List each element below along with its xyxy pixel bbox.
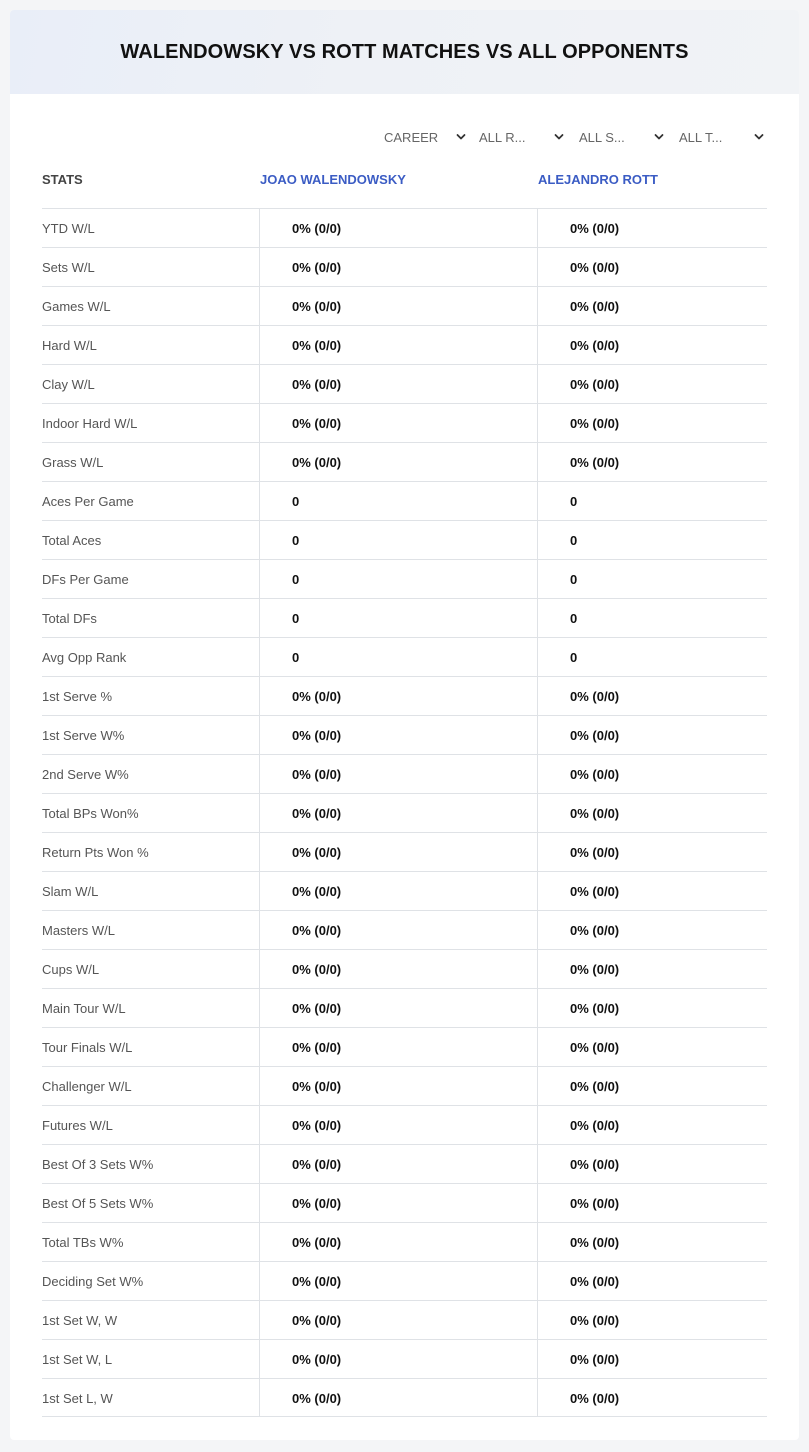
chevron-down-icon (754, 132, 764, 142)
surface-filter-label: ALL S... (579, 129, 625, 145)
table-row (42, 832, 767, 871)
stat-label: Hard W/L (42, 337, 97, 353)
stat-label: Avg Opp Rank (42, 649, 127, 665)
player1-value: 0 (259, 638, 537, 676)
player1-value: 0% (0/0) (259, 1184, 537, 1222)
table-row (42, 286, 767, 325)
player1-value: 0% (0/0) (259, 794, 537, 832)
player2-value: 0% (0/0) (537, 365, 767, 403)
player1-value: 0 (259, 560, 537, 598)
player1-value: 0% (0/0) (259, 1223, 537, 1261)
stat-label: 1st Set W, L (42, 1351, 113, 1367)
stat-label: 1st Set W, W (42, 1312, 118, 1328)
player1-value: 0% (0/0) (259, 833, 537, 871)
filter-bar (10, 126, 799, 148)
player1-value: 0% (0/0) (259, 1262, 537, 1300)
table-row (42, 871, 767, 910)
table-row (42, 1183, 767, 1222)
player1-value: 0 (259, 521, 537, 559)
stat-label: Return Pts Won % (42, 844, 149, 860)
player2-value: 0% (0/0) (537, 989, 767, 1027)
player1-value: 0% (0/0) (259, 1301, 537, 1339)
player2-value: 0% (0/0) (537, 1379, 767, 1417)
table-row (42, 1378, 767, 1417)
card-header (10, 10, 799, 94)
chevron-down-icon (456, 132, 466, 142)
chevron-down-icon (554, 132, 564, 142)
player1-value: 0% (0/0) (259, 1340, 537, 1378)
table-row (42, 1027, 767, 1066)
player1-value: 0% (0/0) (259, 950, 537, 988)
table-row (42, 1339, 767, 1378)
player2-value: 0% (0/0) (537, 1067, 767, 1105)
table-row (42, 1300, 767, 1339)
table-header (42, 168, 767, 208)
stat-label: Deciding Set W% (42, 1273, 144, 1289)
stat-label: Indoor Hard W/L (42, 415, 138, 431)
player2-value: 0% (0/0) (537, 950, 767, 988)
player2-value: 0% (0/0) (537, 1262, 767, 1300)
stat-label: Total DFs (42, 610, 97, 626)
table-row (42, 208, 767, 247)
stat-label: Cups W/L (42, 961, 100, 977)
player1-value: 0% (0/0) (259, 872, 537, 910)
player2-value: 0 (537, 482, 767, 520)
player1-value: 0% (0/0) (259, 1379, 537, 1417)
stat-label: 1st Set L, W (42, 1390, 113, 1406)
stat-label: 1st Serve % (42, 688, 113, 704)
player1-value: 0% (0/0) (259, 443, 537, 481)
table-row (42, 403, 767, 442)
table-row (42, 1066, 767, 1105)
player1-value: 0% (0/0) (259, 287, 537, 325)
table-row (42, 793, 767, 832)
player2-value: 0 (537, 638, 767, 676)
table-row (42, 481, 767, 520)
player2-value: 0% (0/0) (537, 911, 767, 949)
player2-value: 0% (0/0) (537, 716, 767, 754)
player1-value: 0% (0/0) (259, 209, 537, 247)
table-row (42, 715, 767, 754)
player2-value: 0% (0/0) (537, 677, 767, 715)
player2-value: 0% (0/0) (537, 794, 767, 832)
stat-label: Slam W/L (42, 883, 99, 899)
stat-label: YTD W/L (42, 220, 95, 236)
stat-label: Aces Per Game (42, 493, 134, 509)
player2-value: 0% (0/0) (537, 872, 767, 910)
player2-value: 0% (0/0) (537, 833, 767, 871)
table-row (42, 1105, 767, 1144)
table-row (42, 910, 767, 949)
table-row (42, 637, 767, 676)
table-row (42, 325, 767, 364)
tournament-filter-label: ALL T... (679, 129, 723, 145)
player1-value: 0% (0/0) (259, 911, 537, 949)
chevron-down-icon (654, 132, 664, 142)
page-title: WALENDOWSKY VS ROTT MATCHES VS ALL OPPONENTS (120, 40, 689, 63)
player1-value: 0% (0/0) (259, 365, 537, 403)
period-filter-label: CAREER (384, 129, 439, 145)
player2-value: 0 (537, 521, 767, 559)
player2-value: 0% (0/0) (537, 1223, 767, 1261)
player2-value: 0% (0/0) (537, 443, 767, 481)
player1-link[interactable]: JOAO WALENDOWSKY (260, 172, 406, 187)
table-row (42, 949, 767, 988)
player1-value: 0 (259, 599, 537, 637)
player2-value: 0% (0/0) (537, 1106, 767, 1144)
player2-value: 0 (537, 560, 767, 598)
tournament-filter-select[interactable] (679, 126, 765, 148)
stat-label: Clay W/L (42, 376, 95, 392)
stat-label: Tour Finals W/L (42, 1039, 133, 1055)
player1-value: 0% (0/0) (259, 1067, 537, 1105)
player1-value: 0 (259, 482, 537, 520)
stats-table-body (42, 208, 767, 1417)
stat-label: 1st Serve W% (42, 727, 125, 743)
stat-label: Futures W/L (42, 1117, 113, 1133)
player2-value: 0% (0/0) (537, 326, 767, 364)
round-filter-select[interactable] (479, 126, 565, 148)
player1-value: 0% (0/0) (259, 248, 537, 286)
player1-value: 0% (0/0) (259, 1106, 537, 1144)
player2-value: 0% (0/0) (537, 287, 767, 325)
stat-label: Total BPs Won% (42, 805, 139, 821)
stat-label: Total Aces (42, 532, 102, 548)
table-row (42, 247, 767, 286)
table-row (42, 676, 767, 715)
player2-value: 0% (0/0) (537, 1145, 767, 1183)
stat-label: Best Of 5 Sets W% (42, 1195, 154, 1211)
table-row (42, 598, 767, 637)
player2-value: 0% (0/0) (537, 755, 767, 793)
player1-value: 0% (0/0) (259, 404, 537, 442)
player1-value: 0% (0/0) (259, 716, 537, 754)
player2-value: 0% (0/0) (537, 248, 767, 286)
player2-value: 0% (0/0) (537, 1028, 767, 1066)
player2-value: 0% (0/0) (537, 1184, 767, 1222)
stat-label: Sets W/L (42, 259, 95, 275)
surface-filter-select[interactable] (579, 126, 665, 148)
round-filter-label: ALL R... (479, 129, 526, 145)
stat-label: Challenger W/L (42, 1078, 132, 1094)
stat-label: DFs Per Game (42, 571, 129, 587)
player2-value: 0% (0/0) (537, 1340, 767, 1378)
table-row (42, 1222, 767, 1261)
stat-label: Grass W/L (42, 454, 104, 470)
player1-value: 0% (0/0) (259, 326, 537, 364)
stat-label: Masters W/L (42, 922, 115, 938)
stat-label: 2nd Serve W% (42, 766, 129, 782)
player1-value: 0% (0/0) (259, 677, 537, 715)
table-row (42, 520, 767, 559)
player2-value: 0% (0/0) (537, 209, 767, 247)
table-row (42, 754, 767, 793)
stat-label: Best Of 3 Sets W% (42, 1156, 154, 1172)
player2-link[interactable]: ALEJANDRO ROTT (538, 172, 658, 187)
table-row (42, 1261, 767, 1300)
table-row (42, 364, 767, 403)
player1-value: 0% (0/0) (259, 1028, 537, 1066)
stats-column-header: STATS (42, 172, 83, 187)
period-filter-select[interactable] (384, 126, 466, 148)
table-row (42, 559, 767, 598)
stat-label: Total TBs W% (42, 1234, 124, 1250)
player2-value: 0% (0/0) (537, 1301, 767, 1339)
table-row (42, 442, 767, 481)
player1-value: 0% (0/0) (259, 755, 537, 793)
table-row (42, 1144, 767, 1183)
stats-card (10, 10, 799, 1440)
player2-value: 0% (0/0) (537, 404, 767, 442)
player2-value: 0 (537, 599, 767, 637)
table-row (42, 988, 767, 1027)
stat-label: Games W/L (42, 298, 111, 314)
player1-value: 0% (0/0) (259, 1145, 537, 1183)
player1-value: 0% (0/0) (259, 989, 537, 1027)
stat-label: Main Tour W/L (42, 1000, 126, 1016)
